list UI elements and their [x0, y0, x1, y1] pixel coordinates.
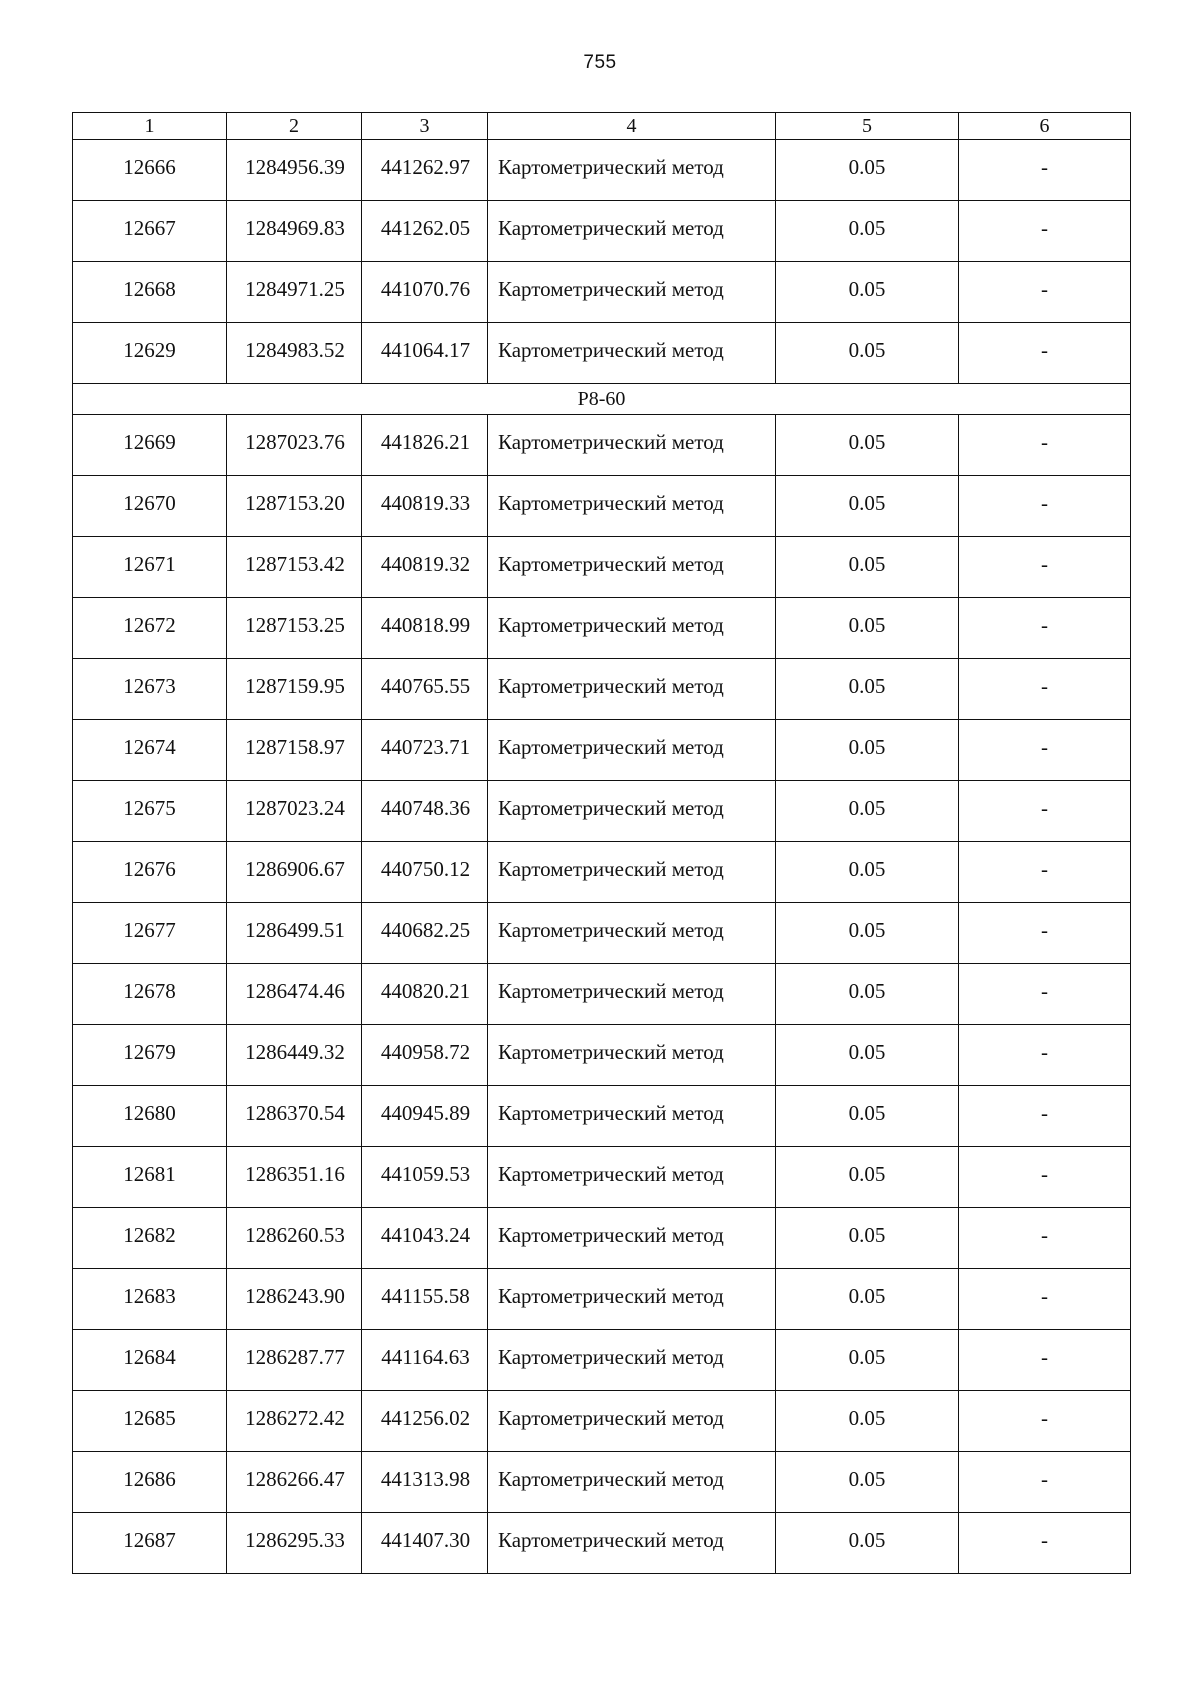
x-coordinate-cell: 1287153.42 [227, 537, 362, 598]
section-row [73, 384, 1131, 415]
method-cell: Картометрический метод [488, 1086, 776, 1147]
point-id-cell: 12677 [73, 903, 227, 964]
accuracy-cell: 0.05 [776, 1025, 959, 1086]
note-cell: - [959, 262, 1131, 323]
accuracy-cell: 0.05 [776, 415, 959, 476]
method-cell: Картометрический метод [488, 720, 776, 781]
x-coordinate-cell: 1287023.76 [227, 415, 362, 476]
method-cell: Картометрический метод [488, 201, 776, 262]
point-id-cell: 12684 [73, 1330, 227, 1391]
note-cell: - [959, 964, 1131, 1025]
note-cell: - [959, 659, 1131, 720]
point-id-cell: 12667 [73, 201, 227, 262]
note-cell: - [959, 1025, 1131, 1086]
x-coordinate-cell: 1286499.51 [227, 903, 362, 964]
method-cell: Картометрический метод [488, 659, 776, 720]
point-id-cell: 12668 [73, 262, 227, 323]
method-cell: Картометрический метод [488, 537, 776, 598]
x-coordinate-cell: 1284971.25 [227, 262, 362, 323]
method-cell: Картометрический метод [488, 1147, 776, 1208]
method-cell: Картометрический метод [488, 1025, 776, 1086]
accuracy-cell: 0.05 [776, 262, 959, 323]
note-cell: - [959, 842, 1131, 903]
method-cell: Картометрический метод [488, 1513, 776, 1574]
accuracy-cell: 0.05 [776, 1086, 959, 1147]
y-coordinate-cell: 441262.97 [362, 140, 488, 201]
table-row [73, 1330, 1131, 1391]
note-cell: - [959, 476, 1131, 537]
point-id-cell: 12682 [73, 1208, 227, 1269]
table-row [73, 1452, 1131, 1513]
point-id-cell: 12669 [73, 415, 227, 476]
coordinates-table [72, 112, 1131, 1574]
note-cell: - [959, 1147, 1131, 1208]
table-row [73, 1269, 1131, 1330]
y-coordinate-cell: 441070.76 [362, 262, 488, 323]
y-coordinate-cell: 441262.05 [362, 201, 488, 262]
accuracy-cell: 0.05 [776, 1208, 959, 1269]
point-id-cell: 12686 [73, 1452, 227, 1513]
note-cell: - [959, 537, 1131, 598]
accuracy-cell: 0.05 [776, 842, 959, 903]
table-row [73, 781, 1131, 842]
method-cell: Картометрический метод [488, 140, 776, 201]
x-coordinate-cell: 1287023.24 [227, 781, 362, 842]
y-coordinate-cell: 440820.21 [362, 964, 488, 1025]
table-row [73, 476, 1131, 537]
note-cell: - [959, 903, 1131, 964]
x-coordinate-cell: 1286260.53 [227, 1208, 362, 1269]
note-cell: - [959, 1208, 1131, 1269]
note-cell: - [959, 1513, 1131, 1574]
column-header-3: 3 [362, 113, 488, 140]
table-row [73, 1025, 1131, 1086]
accuracy-cell: 0.05 [776, 964, 959, 1025]
y-coordinate-cell: 441059.53 [362, 1147, 488, 1208]
note-cell: - [959, 1330, 1131, 1391]
method-cell: Картометрический метод [488, 1452, 776, 1513]
note-cell: - [959, 140, 1131, 201]
column-header-1: 1 [73, 113, 227, 140]
note-cell: - [959, 1452, 1131, 1513]
point-id-cell: 12687 [73, 1513, 227, 1574]
accuracy-cell: 0.05 [776, 1452, 959, 1513]
accuracy-cell: 0.05 [776, 659, 959, 720]
accuracy-cell: 0.05 [776, 781, 959, 842]
accuracy-cell: 0.05 [776, 598, 959, 659]
point-id-cell: 12666 [73, 140, 227, 201]
table-row [73, 1208, 1131, 1269]
point-id-cell: 12672 [73, 598, 227, 659]
accuracy-cell: 0.05 [776, 323, 959, 384]
method-cell: Картометрический метод [488, 964, 776, 1025]
y-coordinate-cell: 441407.30 [362, 1513, 488, 1574]
table-row [73, 415, 1131, 476]
point-id-cell: 12674 [73, 720, 227, 781]
point-id-cell: 12685 [73, 1391, 227, 1452]
point-id-cell: 12670 [73, 476, 227, 537]
method-cell: Картометрический метод [488, 262, 776, 323]
accuracy-cell: 0.05 [776, 140, 959, 201]
y-coordinate-cell: 441313.98 [362, 1452, 488, 1513]
point-id-cell: 12678 [73, 964, 227, 1025]
x-coordinate-cell: 1284956.39 [227, 140, 362, 201]
x-coordinate-cell: 1284969.83 [227, 201, 362, 262]
method-cell: Картометрический метод [488, 476, 776, 537]
method-cell: Картометрический метод [488, 598, 776, 659]
x-coordinate-cell: 1286351.16 [227, 1147, 362, 1208]
x-coordinate-cell: 1287159.95 [227, 659, 362, 720]
table-row [73, 323, 1131, 384]
method-cell: Картометрический метод [488, 1269, 776, 1330]
accuracy-cell: 0.05 [776, 1330, 959, 1391]
table-row [73, 1391, 1131, 1452]
y-coordinate-cell: 441826.21 [362, 415, 488, 476]
section-label: P8-60 [73, 384, 1131, 415]
x-coordinate-cell: 1286449.32 [227, 1025, 362, 1086]
accuracy-cell: 0.05 [776, 476, 959, 537]
point-id-cell: 12629 [73, 323, 227, 384]
table-row [73, 1513, 1131, 1574]
table-row [73, 201, 1131, 262]
y-coordinate-cell: 440765.55 [362, 659, 488, 720]
table-row [73, 1086, 1131, 1147]
x-coordinate-cell: 1284983.52 [227, 323, 362, 384]
point-id-cell: 12673 [73, 659, 227, 720]
table-row [73, 659, 1131, 720]
note-cell: - [959, 415, 1131, 476]
y-coordinate-cell: 441256.02 [362, 1391, 488, 1452]
y-coordinate-cell: 440748.36 [362, 781, 488, 842]
point-id-cell: 12675 [73, 781, 227, 842]
y-coordinate-cell: 440958.72 [362, 1025, 488, 1086]
accuracy-cell: 0.05 [776, 201, 959, 262]
point-id-cell: 12683 [73, 1269, 227, 1330]
x-coordinate-cell: 1286243.90 [227, 1269, 362, 1330]
note-cell: - [959, 323, 1131, 384]
table-row [73, 537, 1131, 598]
note-cell: - [959, 598, 1131, 659]
table-header [73, 113, 1131, 140]
column-header-4: 4 [488, 113, 776, 140]
page-number: 755 [583, 52, 617, 73]
table-row [73, 1147, 1131, 1208]
column-header-6: 6 [959, 113, 1131, 140]
table-row [73, 598, 1131, 659]
table-row [73, 720, 1131, 781]
note-cell: - [959, 1269, 1131, 1330]
y-coordinate-cell: 440682.25 [362, 903, 488, 964]
table-body [73, 140, 1131, 1574]
point-id-cell: 12671 [73, 537, 227, 598]
table-row [73, 964, 1131, 1025]
method-cell: Картометрический метод [488, 1330, 776, 1391]
x-coordinate-cell: 1286266.47 [227, 1452, 362, 1513]
accuracy-cell: 0.05 [776, 720, 959, 781]
table-row [73, 262, 1131, 323]
note-cell: - [959, 720, 1131, 781]
x-coordinate-cell: 1287153.20 [227, 476, 362, 537]
y-coordinate-cell: 441043.24 [362, 1208, 488, 1269]
x-coordinate-cell: 1286906.67 [227, 842, 362, 903]
method-cell: Картометрический метод [488, 1208, 776, 1269]
note-cell: - [959, 201, 1131, 262]
x-coordinate-cell: 1287153.25 [227, 598, 362, 659]
y-coordinate-cell: 440750.12 [362, 842, 488, 903]
table-row [73, 842, 1131, 903]
method-cell: Картометрический метод [488, 903, 776, 964]
point-id-cell: 12680 [73, 1086, 227, 1147]
x-coordinate-cell: 1286272.42 [227, 1391, 362, 1452]
column-header-2: 2 [227, 113, 362, 140]
accuracy-cell: 0.05 [776, 1269, 959, 1330]
method-cell: Картометрический метод [488, 415, 776, 476]
method-cell: Картометрический метод [488, 1391, 776, 1452]
note-cell: - [959, 1086, 1131, 1147]
column-header-5: 5 [776, 113, 959, 140]
accuracy-cell: 0.05 [776, 1513, 959, 1574]
x-coordinate-cell: 1286295.33 [227, 1513, 362, 1574]
method-cell: Картометрический метод [488, 323, 776, 384]
accuracy-cell: 0.05 [776, 1391, 959, 1452]
x-coordinate-cell: 1287158.97 [227, 720, 362, 781]
y-coordinate-cell: 440818.99 [362, 598, 488, 659]
y-coordinate-cell: 441064.17 [362, 323, 488, 384]
x-coordinate-cell: 1286287.77 [227, 1330, 362, 1391]
header-row [73, 113, 1131, 140]
method-cell: Картометрический метод [488, 842, 776, 903]
point-id-cell: 12676 [73, 842, 227, 903]
note-cell: - [959, 1391, 1131, 1452]
y-coordinate-cell: 440819.32 [362, 537, 488, 598]
accuracy-cell: 0.05 [776, 537, 959, 598]
y-coordinate-cell: 440819.33 [362, 476, 488, 537]
x-coordinate-cell: 1286370.54 [227, 1086, 362, 1147]
accuracy-cell: 0.05 [776, 1147, 959, 1208]
accuracy-cell: 0.05 [776, 903, 959, 964]
table-row [73, 140, 1131, 201]
point-id-cell: 12679 [73, 1025, 227, 1086]
method-cell: Картометрический метод [488, 781, 776, 842]
y-coordinate-cell: 440723.71 [362, 720, 488, 781]
y-coordinate-cell: 441155.58 [362, 1269, 488, 1330]
note-cell: - [959, 781, 1131, 842]
y-coordinate-cell: 441164.63 [362, 1330, 488, 1391]
x-coordinate-cell: 1286474.46 [227, 964, 362, 1025]
point-id-cell: 12681 [73, 1147, 227, 1208]
y-coordinate-cell: 440945.89 [362, 1086, 488, 1147]
table-row [73, 903, 1131, 964]
